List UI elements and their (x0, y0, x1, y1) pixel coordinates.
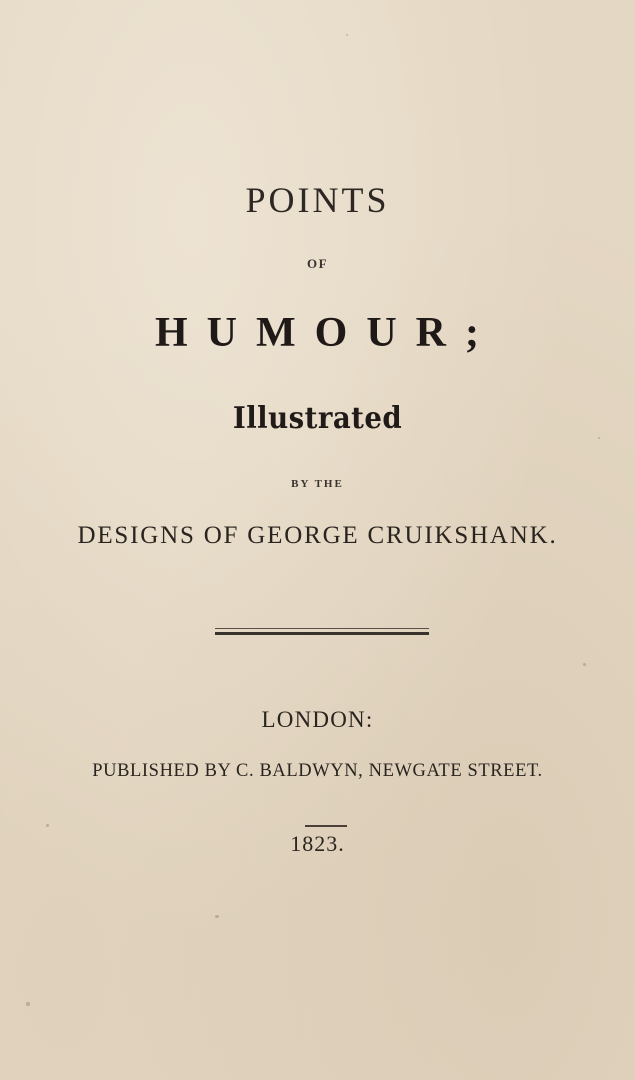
thin-rule (215, 628, 429, 629)
designs-line: DESIGNS OF GEORGE CRUIKSHANK. (77, 522, 558, 549)
short-rule-divider (305, 825, 347, 827)
imprint-publisher: PUBLISHED BY C. BALDWYN, NEWGATE STREET. (92, 761, 543, 781)
imprint-place: LONDON: (261, 707, 374, 732)
by-the-label: BY THE (291, 478, 344, 490)
paper-speck (46, 824, 49, 827)
thick-rule (215, 632, 429, 635)
paper-speck (215, 915, 219, 918)
title-of: OF (306, 256, 329, 271)
paper-speck (346, 34, 348, 36)
imprint-year: 1823. (290, 831, 345, 856)
subtitle-illustrated: Illustrated (232, 401, 403, 436)
paper-speck (583, 663, 586, 666)
title-humour: HUMOUR; (155, 310, 498, 356)
paper-speck (598, 437, 600, 439)
title-points: POINTS (245, 180, 390, 220)
double-rule-divider (215, 628, 429, 636)
paper-speck (26, 1002, 30, 1006)
